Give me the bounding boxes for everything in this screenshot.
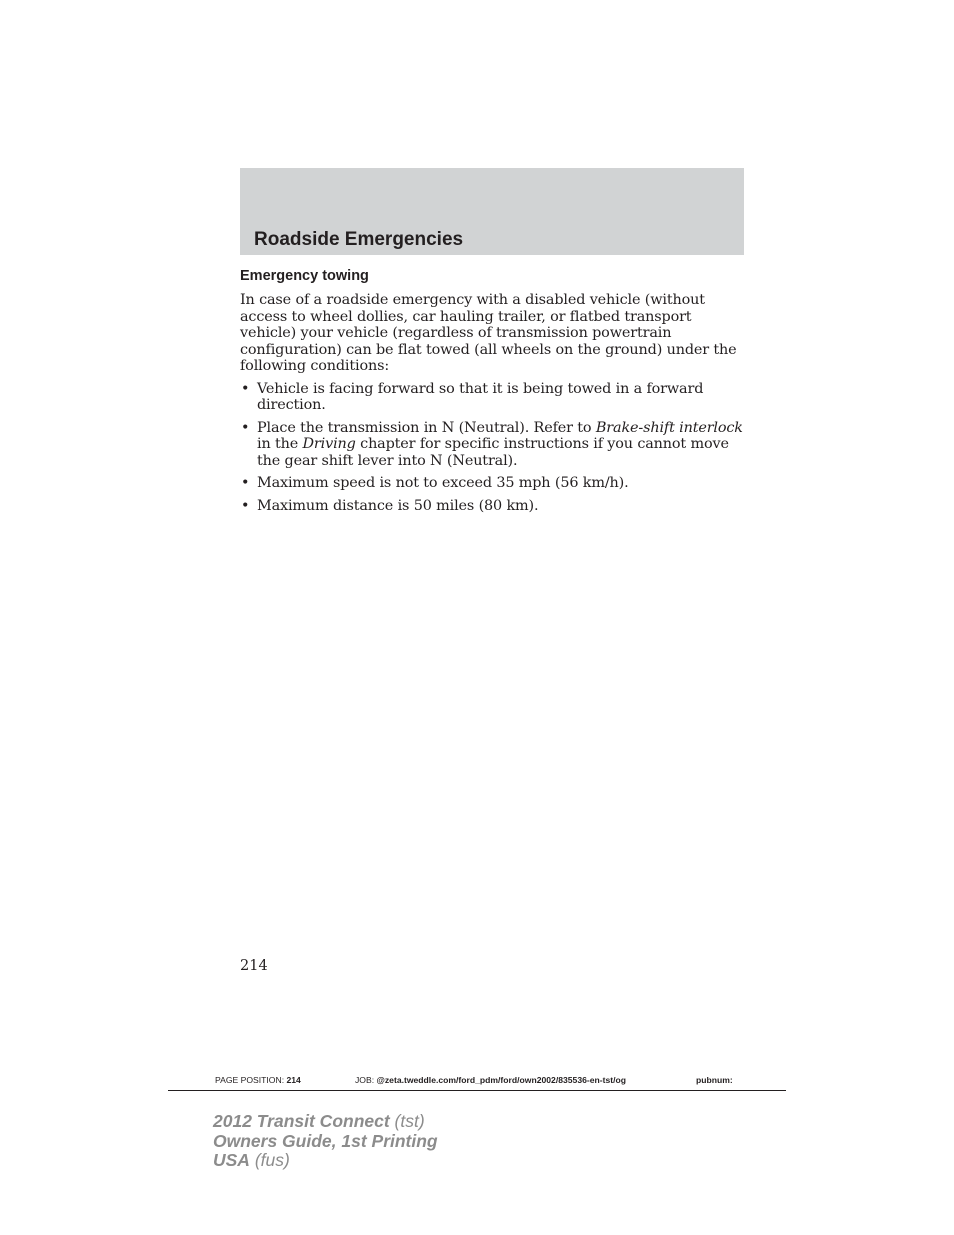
cross-reference-brake-shift-interlock: Brake-shift interlock	[595, 419, 743, 436]
list-item-text: Maximum distance is 50 miles (80 km).	[257, 497, 539, 514]
edition-line-2	[213, 1132, 438, 1152]
page-position-label: PAGE POSITION:	[215, 1075, 285, 1085]
subheading: Emergency towing	[240, 268, 369, 284]
footer-divider	[168, 1090, 786, 1091]
list-item	[240, 498, 746, 515]
edition-printing: Owners Guide, 1st Printing	[213, 1130, 438, 1151]
page-content	[240, 266, 746, 520]
cross-reference-driving: Driving	[302, 436, 356, 452]
edition-market-code: (fus)	[249, 1150, 290, 1170]
conditions-list	[240, 381, 746, 515]
list-item	[240, 381, 746, 414]
edition-model-code: (tst)	[389, 1111, 425, 1131]
job-label: JOB:	[355, 1075, 375, 1085]
page-position	[215, 1075, 355, 1085]
list-item-text: Maximum speed is not to exceed 35 mph (56 km/h).	[257, 475, 629, 491]
edition-market: USA	[213, 1150, 250, 1170]
list-item-text: chapter for specific instructions if you cannot move the gear shift lever into N (Neutral).	[257, 436, 729, 469]
job-info-line	[215, 1075, 775, 1085]
job-value: @zeta.tweddle.com/ford_pdm/ford/own2002/835536-en-tst/og	[376, 1075, 627, 1085]
edition-line-3	[213, 1151, 438, 1171]
section-header-band	[240, 168, 744, 255]
list-item	[240, 475, 746, 492]
edition-line-1	[213, 1112, 438, 1132]
list-item-text: in the	[257, 436, 303, 452]
edition-info	[213, 1112, 438, 1171]
job-path	[355, 1075, 696, 1085]
page-position-value: 214	[286, 1075, 301, 1085]
intro-paragraph: In case of a roadside emergency with a disabled vehicle (without access to wheel dollies, car hauling trailer, or flatbed transport vehicle) your vehicle (regardless of transmission powertrain configuration) can be flat towed (all wheels on the ground) under the following conditions:	[240, 292, 737, 374]
page-number: 214	[240, 958, 268, 974]
list-item-text: Vehicle is facing forward so that it is being towed in a forward direction.	[257, 380, 704, 413]
list-item-text: Place the transmission in N (Neutral). Refer to	[257, 419, 596, 436]
pubnum-label: pubnum:	[696, 1075, 733, 1085]
section-title: Roadside Emergencies	[254, 229, 464, 250]
edition-model: 2012 Transit Connect	[213, 1111, 390, 1131]
list-item	[240, 420, 746, 470]
